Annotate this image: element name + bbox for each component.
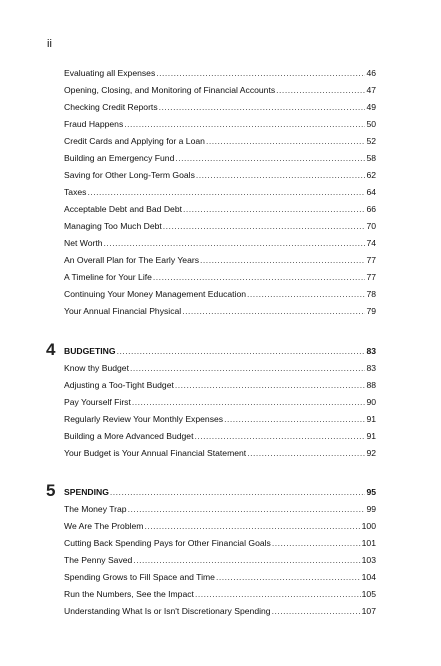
chapter-page: 95 — [366, 487, 376, 497]
dot-leader — [133, 552, 360, 568]
dot-leader — [182, 303, 365, 319]
toc-entry-page: 90 — [366, 397, 376, 407]
dot-leader — [163, 218, 366, 234]
toc-entry[interactable] — [64, 501, 376, 517]
toc-entry-title: The Money Trap — [64, 504, 127, 514]
toc-entry-title: Credit Cards and Applying for a Loan — [64, 136, 205, 146]
dot-leader — [195, 586, 361, 602]
toc-entry-title: Your Annual Financial Physical — [64, 306, 182, 316]
toc-entry-title: Run the Numbers, See the Impact — [64, 589, 194, 599]
toc-entry[interactable] — [64, 235, 376, 251]
dot-leader — [159, 99, 366, 115]
toc-entry[interactable] — [64, 360, 376, 376]
dot-leader — [117, 343, 366, 359]
toc-entry-title: Net Worth — [64, 238, 103, 248]
toc-entry-page: 99 — [366, 504, 376, 514]
toc-entry[interactable] — [64, 218, 376, 234]
dot-leader — [110, 484, 366, 500]
dot-leader — [175, 377, 366, 393]
toc-entry-title: Pay Yourself First — [64, 397, 131, 407]
toc-entry-title: Spending Grows to Fill Space and Time — [64, 572, 215, 582]
toc-entry-title: Evaluating all Expenses — [64, 68, 156, 78]
chapter-heading[interactable] — [64, 343, 376, 359]
dot-leader — [196, 167, 366, 183]
toc-entry-title: Regularly Review Your Monthly Expenses — [64, 414, 224, 424]
toc-entry[interactable] — [64, 167, 376, 183]
toc-entry-page: 47 — [366, 85, 376, 95]
toc-entry[interactable] — [64, 428, 376, 444]
chapter-title: BUDGETING — [64, 346, 116, 356]
toc-entry[interactable] — [64, 569, 376, 585]
dot-leader — [272, 535, 361, 551]
toc-entry-page: 79 — [366, 306, 376, 316]
toc-entry-page: 105 — [361, 589, 376, 599]
toc-entry[interactable] — [64, 518, 376, 534]
toc-entry-page: 103 — [361, 555, 376, 565]
toc-entry-page: 91 — [366, 414, 376, 424]
toc-entry[interactable] — [64, 303, 376, 319]
toc-entry-title: Managing Too Much Debt — [64, 221, 162, 231]
toc-entry-page: 64 — [366, 187, 376, 197]
dot-leader — [144, 518, 360, 534]
toc-entry-page: 77 — [366, 272, 376, 282]
toc-entry-page: 74 — [366, 238, 376, 248]
toc-entry-page: 50 — [366, 119, 376, 129]
dot-leader — [276, 82, 365, 98]
toc-entry-title: Understanding What Is or Isn't Discretionary Spending — [64, 606, 271, 616]
toc-entry[interactable] — [64, 394, 376, 410]
toc-entry[interactable] — [64, 252, 376, 268]
toc-entry-title: A Timeline for Your Life — [64, 272, 152, 282]
toc-entry[interactable] — [64, 184, 376, 200]
toc-entry-title: The Penny Saved — [64, 555, 133, 565]
toc-entry-page: 100 — [361, 521, 376, 531]
chapter-page: 83 — [366, 346, 376, 356]
page-number: ii — [47, 38, 52, 50]
toc-entry-page: 101 — [361, 538, 376, 548]
toc-entry-title: Saving for Other Long-Term Goals — [64, 170, 195, 180]
dot-leader — [132, 394, 366, 410]
dot-leader — [128, 501, 366, 517]
toc-entry-page: 70 — [366, 221, 376, 231]
toc-entry-page: 62 — [366, 170, 376, 180]
toc-entry-title: Cutting Back Spending Pays for Other Financial Goals — [64, 538, 271, 548]
toc-entry-title: Checking Credit Reports — [64, 102, 158, 112]
toc-entry-title: Adjusting a Too-Tight Budget — [64, 380, 174, 390]
dot-leader — [200, 252, 365, 268]
toc-entry-page: 92 — [366, 448, 376, 458]
toc-entry-page: 52 — [366, 136, 376, 146]
toc-entry-page: 78 — [366, 289, 376, 299]
dot-leader — [175, 150, 365, 166]
toc-entry-page: 88 — [366, 380, 376, 390]
dot-leader — [247, 445, 365, 461]
chapter-number: 4 — [46, 340, 56, 359]
toc-entry-title: We Are The Problem — [64, 521, 144, 531]
chapter-title: SPENDING — [64, 487, 109, 497]
toc-entry[interactable] — [64, 65, 376, 81]
toc-entry-title: Acceptable Debt and Bad Debt — [64, 204, 183, 214]
toc-entry-page: 83 — [366, 363, 376, 373]
dot-leader — [130, 360, 365, 376]
toc-entry-page: 91 — [366, 431, 376, 441]
dot-leader — [87, 184, 365, 200]
toc-entry-title: Continuing Your Money Management Education — [64, 289, 247, 299]
toc-entry[interactable] — [64, 411, 376, 427]
dot-leader — [247, 286, 365, 302]
toc-entry-title: Know thy Budget — [64, 363, 129, 373]
toc-entry[interactable] — [64, 133, 376, 149]
chapter-heading[interactable] — [64, 484, 376, 500]
dot-leader — [272, 603, 361, 619]
dot-leader — [224, 411, 365, 427]
toc-entry[interactable] — [64, 377, 376, 393]
toc-entry-title: Your Budget is Your Annual Financial Statement — [64, 448, 247, 458]
toc-entry-page: 58 — [366, 153, 376, 163]
toc-entry[interactable] — [64, 552, 376, 568]
toc-entry-page: 46 — [366, 68, 376, 78]
toc-entry-page: 77 — [366, 255, 376, 265]
dot-leader — [194, 428, 365, 444]
toc-entry-title: Building an Emergency Fund — [64, 153, 175, 163]
dot-leader — [153, 269, 366, 285]
toc-entry[interactable] — [64, 603, 376, 619]
toc-entry-title: Taxes — [64, 187, 87, 197]
dot-leader — [183, 201, 365, 217]
toc-entry-title: Building a More Advanced Budget — [64, 431, 194, 441]
dot-leader — [124, 116, 365, 132]
toc-entry[interactable] — [64, 116, 376, 132]
toc-entry-title: Opening, Closing, and Monitoring of Financial Accounts — [64, 85, 276, 95]
toc-entry-page: 66 — [366, 204, 376, 214]
toc-entry[interactable] — [64, 269, 376, 285]
dot-leader — [216, 569, 361, 585]
toc-entry[interactable] — [64, 99, 376, 115]
dot-leader — [104, 235, 366, 251]
chapter-number: 5 — [46, 481, 56, 500]
toc-entry[interactable] — [64, 286, 376, 302]
toc-entry-title: An Overall Plan for The Early Years — [64, 255, 200, 265]
dot-leader — [206, 133, 366, 149]
toc-entry[interactable] — [64, 586, 376, 602]
toc-entry-page: 49 — [366, 102, 376, 112]
toc-entry[interactable] — [64, 150, 376, 166]
toc-entry[interactable] — [64, 535, 376, 551]
toc-entry[interactable] — [64, 82, 376, 98]
toc-entry-page: 107 — [361, 606, 376, 616]
toc-entry[interactable] — [64, 201, 376, 217]
toc-entry[interactable] — [64, 445, 376, 461]
toc-entry-title: Fraud Happens — [64, 119, 124, 129]
dot-leader — [156, 65, 365, 81]
toc-entry-page: 104 — [361, 572, 376, 582]
